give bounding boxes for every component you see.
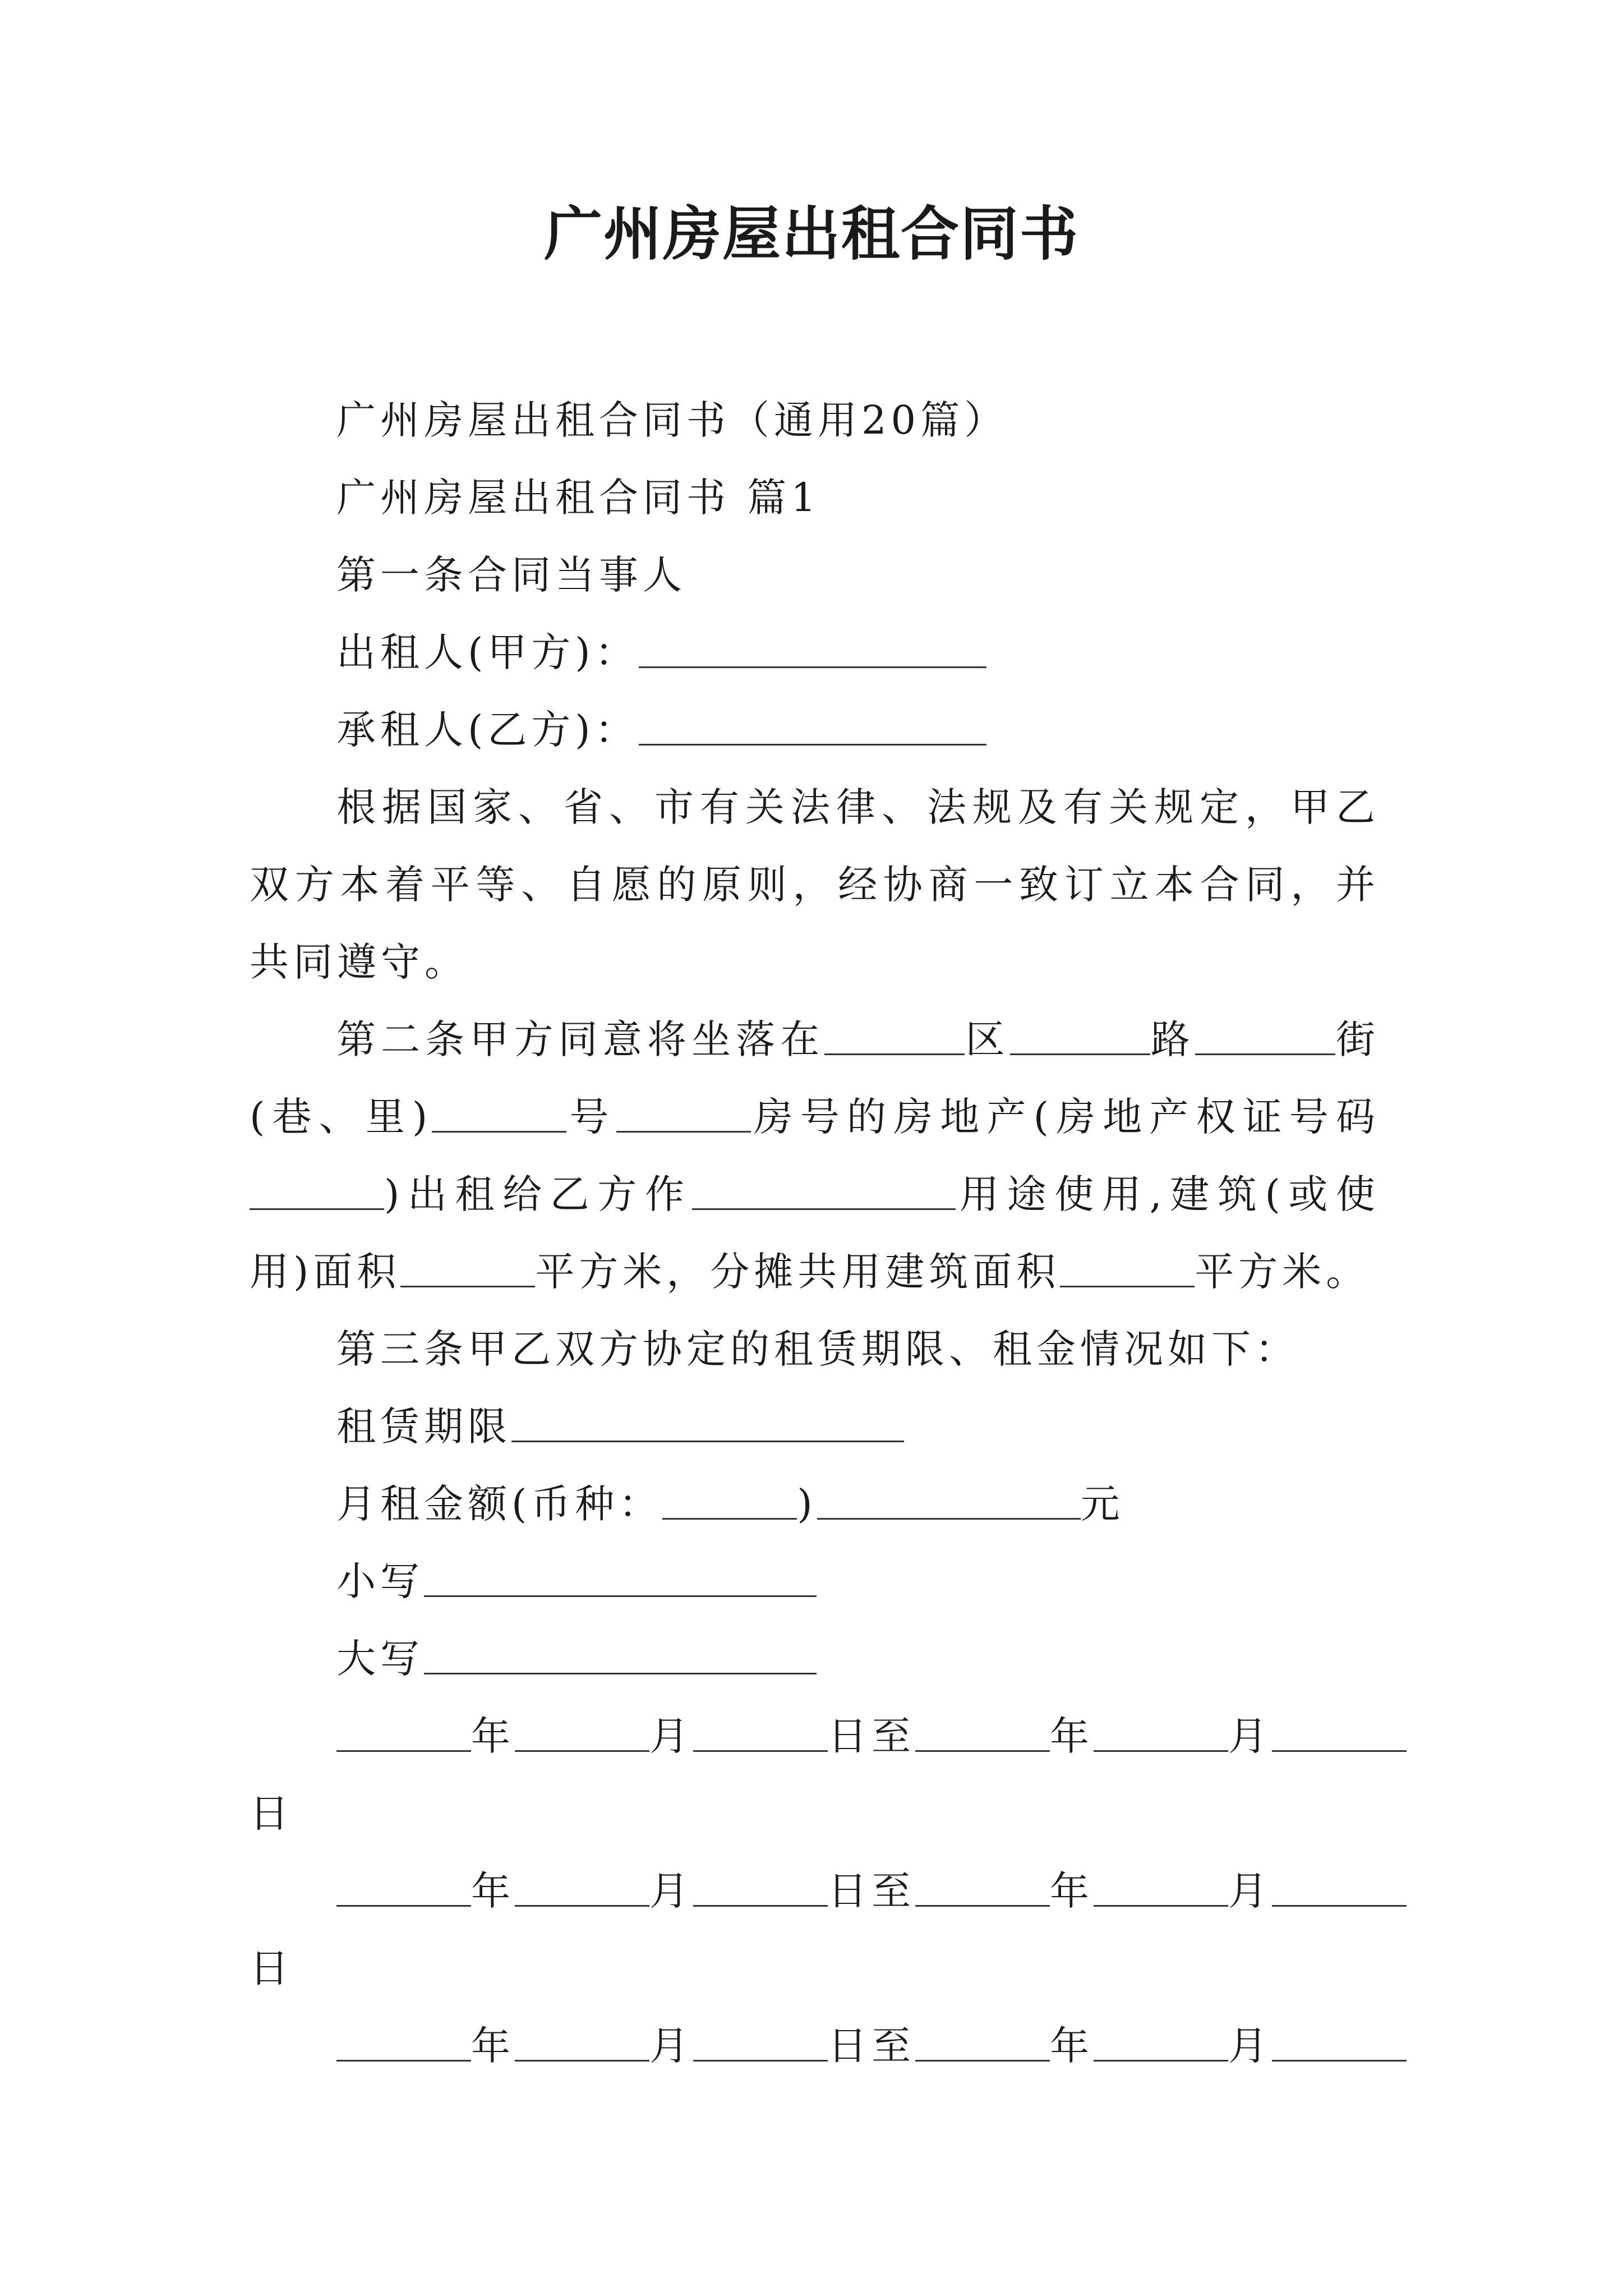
start-month-blank: [515, 2021, 649, 2062]
start-year-blank: [336, 1866, 471, 1907]
certificate-blank: [250, 1169, 384, 1210]
day-to-label: 日至: [828, 1868, 915, 1914]
day-label-line: 日: [250, 1791, 293, 1837]
art2-text-1: 第二条甲方同意将坐落在: [336, 1016, 825, 1062]
art2-text-4: 街(巷、里): [250, 1016, 1380, 1140]
document-title: 广州房屋出租合同书: [543, 199, 1079, 268]
date-range-row: [250, 1697, 1380, 1775]
day-label-line: 日: [250, 1945, 293, 1991]
lease-term-label: 租赁期限: [336, 1404, 511, 1450]
number-blank: [432, 1092, 566, 1133]
end-day-blank: [1272, 1866, 1407, 1907]
day-to-label: 日至: [828, 1713, 915, 1759]
end-month-blank: [1094, 1866, 1228, 1907]
lessee-label: 承租人(乙方)：: [336, 707, 639, 753]
end-month-blank: [1094, 2021, 1228, 2062]
area-blank: [400, 1246, 535, 1287]
art2-text-5: 号: [566, 1094, 616, 1140]
article-3-heading: 第三条甲乙双方协定的租赁期限、租金情况如下：: [336, 1326, 1299, 1372]
lowercase-blank: [424, 1556, 817, 1597]
lessor-label: 出租人(甲方)：: [336, 629, 639, 675]
end-year-blank: [915, 1711, 1050, 1752]
article-2-paragraph: [250, 1001, 1380, 1310]
monthly-rent-line: [250, 1465, 1380, 1543]
start-day-blank: [693, 2021, 828, 2062]
art2-text-3: 路: [1150, 1016, 1195, 1062]
lowercase-label: 小写: [336, 1558, 424, 1604]
lease-term-blank: [511, 1401, 904, 1442]
month-label: 月: [649, 1713, 693, 1759]
lowercase-amount-line: [250, 1543, 1380, 1620]
year-label: 年: [471, 2023, 515, 2069]
end-day-blank: [1272, 1711, 1407, 1752]
uppercase-amount-line: [250, 1620, 1380, 1697]
end-day-blank: [1272, 2021, 1407, 2062]
art2-text-2: 区: [965, 1016, 1010, 1062]
end-year-blank: [915, 2021, 1050, 2062]
lease-term-line: [250, 1388, 1380, 1465]
subtitle-line: 广州房屋出租合同书（通用20篇）: [336, 397, 1008, 443]
lessee-blank: [639, 705, 986, 746]
rent-unit: 元: [1080, 1481, 1124, 1527]
month-label: 月: [1228, 2023, 1272, 2069]
lessor-blank: [639, 627, 986, 668]
art2-text-6: 房号的房地产(房地产权证号码: [750, 1094, 1380, 1140]
start-year-blank: [336, 1711, 471, 1752]
date-range-row: [250, 1852, 1380, 1930]
date-range-row: [250, 2007, 1380, 2085]
year-label: 年: [1050, 2023, 1094, 2069]
year-label: 年: [1050, 1868, 1094, 1914]
start-day-blank: [693, 1866, 828, 1907]
uppercase-blank: [424, 1634, 817, 1674]
month-label: 月: [1228, 1868, 1272, 1914]
end-month-blank: [1094, 1711, 1228, 1752]
shared-area-blank: [1060, 1246, 1195, 1287]
month-label: 月: [649, 1868, 693, 1914]
lessor-line: [250, 614, 1380, 691]
street-blank: [1195, 1014, 1335, 1055]
year-label: 年: [1050, 1713, 1094, 1759]
year-label: 年: [471, 1868, 515, 1914]
article-1-heading: 第一条合同当事人: [336, 552, 686, 598]
uppercase-label: 大写: [336, 1636, 424, 1682]
start-month-blank: [515, 1711, 649, 1752]
end-year-blank: [915, 1866, 1050, 1907]
rent-amount-blank: [817, 1479, 1081, 1520]
currency-blank: [662, 1479, 797, 1520]
road-blank: [1010, 1014, 1150, 1055]
art2-text-10: 平方米。: [1195, 1249, 1370, 1295]
day-to-label: 日至: [828, 2023, 915, 2069]
chapter-heading: 广州房屋出租合同书 篇1: [336, 475, 820, 521]
rent-paren: ): [797, 1481, 817, 1527]
start-month-blank: [515, 1866, 649, 1907]
art2-text-7: )出租给乙方作: [384, 1171, 693, 1217]
year-label: 年: [471, 1713, 515, 1759]
start-year-blank: [336, 2021, 471, 2062]
art2-text-9: 平方米，分摊共用建筑面积: [535, 1249, 1061, 1295]
preamble-paragraph: 根据国家、省、市有关法律、法规及有关规定，甲乙双方本着平等、自愿的原则，经协商一致订立本合同，并共同遵守。: [250, 784, 1380, 985]
lessee-line: [250, 691, 1380, 769]
month-label: 月: [1228, 1713, 1272, 1759]
art2-text-8: 用途使用,建筑(或使用)面积: [250, 1171, 1380, 1295]
document-body: [250, 381, 1380, 2085]
month-label: 月: [649, 2023, 693, 2069]
start-day-blank: [693, 1711, 828, 1752]
purpose-blank: [692, 1169, 956, 1210]
rent-prefix: 月租金额(币种：: [336, 1481, 663, 1527]
room-blank: [616, 1092, 751, 1133]
district-blank: [824, 1014, 965, 1055]
